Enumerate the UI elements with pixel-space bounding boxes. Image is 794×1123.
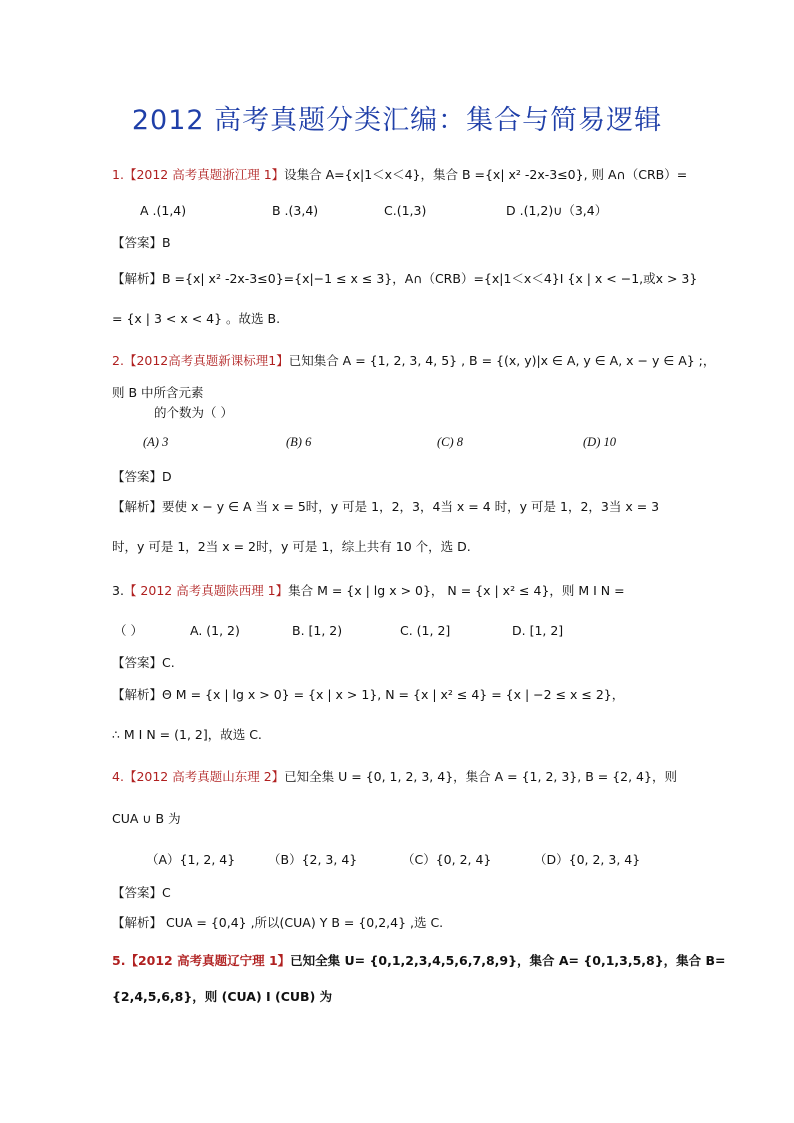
- option-b: B .(3,4): [272, 203, 319, 218]
- question-source-tag: 【2012 高考真题浙江理 1】: [123, 167, 285, 182]
- page-title: 2012 高考真题分类汇编：集合与简易逻辑: [131, 105, 663, 136]
- analysis-line: 时，y 可是 1，2当 x = 2时，y 可是 1，综上共有 10 个，选 D.: [112, 539, 471, 554]
- analysis-line: 【解析】Θ M = {x | lg x > 0} = {x | x > 1}, N = {x | x² ≤ 4} = {x | −2 ≤ x ≤ 2}，: [112, 687, 625, 702]
- question-source-tag: 【 2012 高考真题陕西理 1】: [123, 583, 289, 598]
- question-4-stem: [112, 768, 677, 786]
- option-d: D .(1,2)∪（3,4）: [506, 203, 608, 218]
- question-number: 2.: [112, 353, 124, 368]
- question-5-stem: [112, 952, 725, 970]
- option-a: A. (1, 2): [190, 623, 240, 638]
- option-d: （D）{0, 2, 3, 4}: [534, 852, 641, 867]
- option-b: (B) 6: [286, 435, 312, 449]
- answer-bracket: （ ）: [114, 623, 143, 638]
- option-a: (A) 3: [143, 435, 169, 449]
- option-b: （B）{2, 3, 4}: [268, 852, 358, 867]
- question-text: 设集合 A={x|1＜x＜4}，集合 B ={x| x² -2x-3≤0}, 则 A∩（CRB）=: [284, 167, 688, 182]
- analysis-line: 【解析】 CUA = {0,4} ,所以(CUA) Y B = {0,2,4} ,选 C.: [112, 915, 444, 930]
- answer: 【答案】C: [112, 885, 171, 900]
- answer: 【答案】D: [112, 469, 172, 484]
- question-source-tag: 【2012 高考真题山东理 2】: [123, 769, 285, 784]
- question-3-stem: [112, 582, 625, 600]
- analysis-line: ∴ M I N = (1, 2]，故选 C.: [112, 727, 262, 742]
- question-text: CUA ∪ B 为: [112, 811, 181, 826]
- option-c: (C) 8: [437, 435, 464, 449]
- analysis-line: 【解析】B ={x| x² -2x-3≤0}={x|−1 ≤ x ≤ 3}，A∩（CRB）={x|1＜x＜4}I {x | x < −1,或x > 3}: [112, 271, 698, 286]
- question-text: 已知全集 U = {0, 1, 2, 3, 4}，集合 A = {1, 2, 3}, B = {2, 4}，则: [284, 769, 677, 784]
- question-number: 4.: [112, 769, 124, 784]
- analysis-line: 【解析】要使 x − y ∈ A 当 x = 5时，y 可是 1，2，3，4当 x = 4 时，y 可是 1，2，3当 x = 3: [112, 499, 660, 514]
- question-number: 1.: [112, 167, 124, 182]
- option-c: C. (1, 2]: [400, 623, 451, 638]
- option-a: A .(1,4): [140, 203, 187, 218]
- question-source-tag: 【2012高考真题新课标理1】: [123, 353, 289, 368]
- question-source-tag: 【2012 高考真题辽宁理 1】: [125, 953, 291, 968]
- option-c: C.(1,3): [384, 203, 427, 218]
- question-text: 已知全集 U= {0,1,2,3,4,5,6,7,8,9}，集合 A= {0,1,3,5,8}，集合 B=: [290, 953, 726, 968]
- option-d: D. [1, 2]: [512, 623, 564, 638]
- answer: 【答案】C.: [112, 655, 175, 670]
- question-text: 则 B 中所含元素: [112, 385, 204, 400]
- question-2-stem: [112, 352, 715, 370]
- question-number: 5.: [112, 953, 126, 968]
- analysis-line: = {x | 3 < x < 4} 。故选 B.: [112, 311, 281, 326]
- question-number: 3.: [112, 583, 124, 598]
- question-text: 已知集合 A = {1, 2, 3, 4, 5} , B = {(x, y)|x ∈ A, y ∈ A, x − y ∈ A} ;，: [288, 353, 716, 368]
- option-a: （A）{1, 2, 4}: [146, 852, 236, 867]
- option-c: （C）{0, 2, 4}: [402, 852, 492, 867]
- option-d: (D) 10: [583, 435, 616, 449]
- question-text: {2,4,5,6,8}，则 (CUA) I (CUB) 为: [112, 989, 333, 1004]
- question-1-stem: [112, 166, 687, 184]
- option-b: B. [1, 2): [292, 623, 343, 638]
- answer: 【答案】B: [112, 235, 171, 250]
- question-text: 集合 M = {x | lg x > 0}， N = {x | x² ≤ 4}，则 M I N =: [288, 583, 625, 598]
- question-text: 的个数为（ ）: [154, 405, 233, 420]
